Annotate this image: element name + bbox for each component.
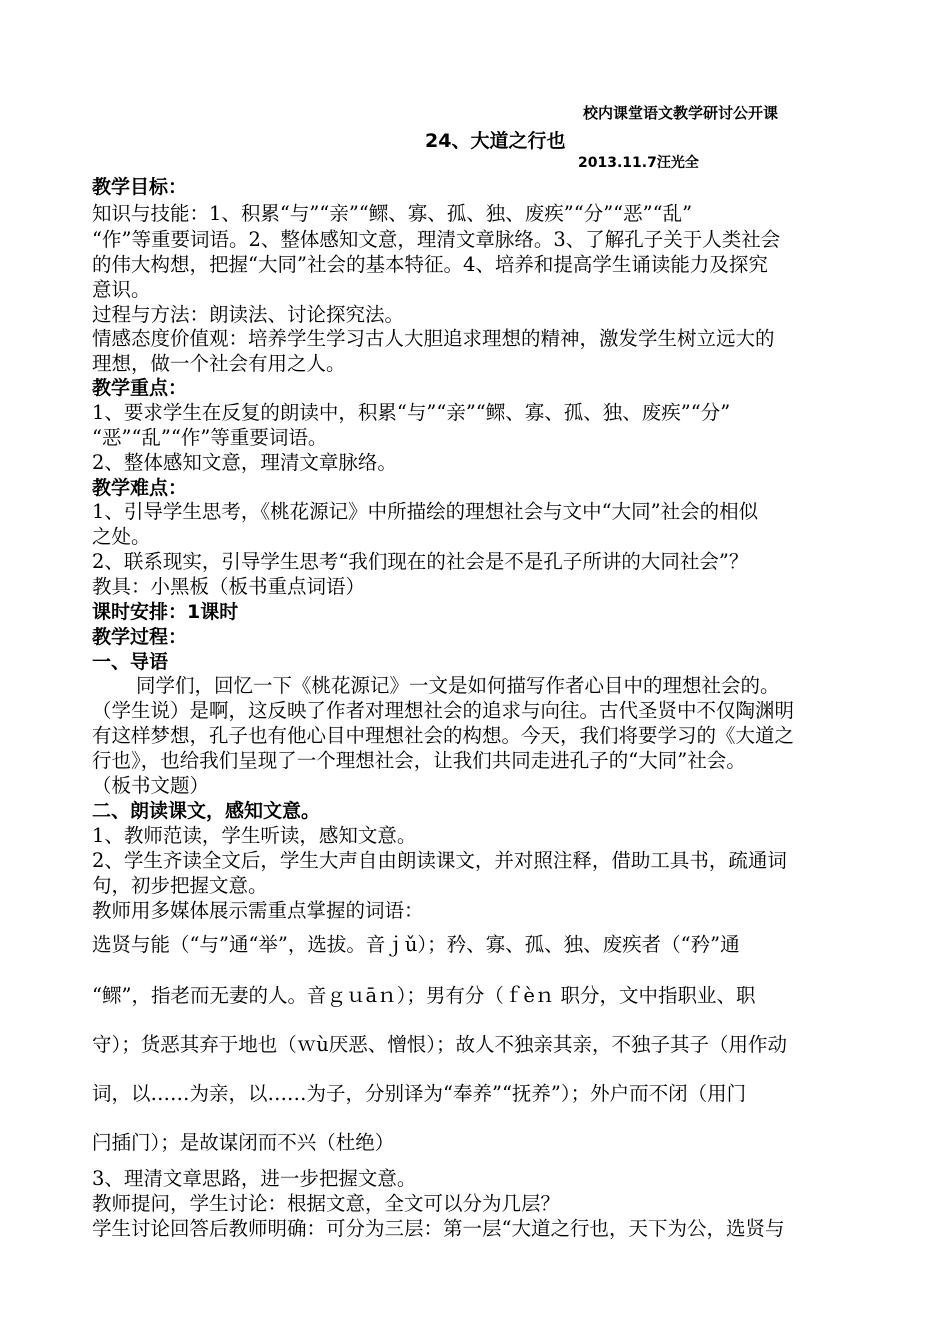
text-line: 有这样梦想，孔子也有他心目中理想社会的构想。今天，我们将要学习的《大道之 bbox=[92, 724, 795, 747]
text-line: 1、要求学生在反复的朗读中，积累“与”“亲”“鳏、寡、孤、独、废疾”“分” bbox=[92, 401, 731, 424]
text-line: 1、引导学生思考，《桃花源记》中所描绘的理想社会与文中“大同”社会的相似 bbox=[92, 500, 759, 523]
vocab-line: 选贤与能（“与”通“举”，选拔。音ｊǔ）；矜、寡、孤、独、废疾者（“矜”通 bbox=[92, 933, 740, 956]
text-line: 过程与方法：朗读法、讨论探究法。 bbox=[92, 303, 405, 326]
vocab-line: “鳏”，指老而无妻的人。音ｇｕāｎ）；男有分（ｆèｎ 职分，文中指职业、职 bbox=[92, 984, 756, 1007]
vocab-line: 闩插门）；是故谋闭而不兴（杜绝） bbox=[92, 1131, 395, 1154]
text-line: 2、学生齐读全文后，学生大声自由朗读课文，并对照注释，借助工具书，疏通词 bbox=[92, 849, 787, 872]
text-line: “作”等重要词语。2、整体感知文意，理清文章脉络。3、了解孔子关于人类社会 bbox=[92, 228, 781, 251]
text-line: 行也》，也给我们呈现了一个理想社会，让我们共同走进孔子的“大同”社会。 bbox=[92, 749, 746, 772]
vocab-line: 守）；货恶其弃于地也（ｗù厌恶、憎恨）；故人不独亲其亲，不独子其子（用作动 bbox=[92, 1033, 788, 1056]
text-line: 2、整体感知文意，理清文章脉络。 bbox=[92, 451, 397, 474]
date-author: 2013.11.7汪光全 bbox=[578, 155, 699, 171]
text-line: 教具：小黑板（板书重点词语） bbox=[92, 575, 366, 598]
heading-difficulties: 教学难点： bbox=[92, 477, 188, 499]
vocab-line: 词，以……为亲，以……为子，分别译为“奉养”“抚养”）；外户而不闭（用门 bbox=[92, 1082, 747, 1105]
text-line: （学生说）是啊，这反映了作者对理想社会的追求与向往。古代圣贤中不仅陶渊明 bbox=[92, 699, 795, 722]
lesson-title: 24、大道之行也 bbox=[425, 130, 566, 152]
heading-process: 教学过程： bbox=[92, 626, 188, 648]
text-line: 教师用多媒体展示需重点掌握的词语： bbox=[92, 899, 424, 922]
heading-teaching-goals: 教学目标： bbox=[92, 176, 188, 198]
text-line: 学生讨论回答后教师明确：可分为三层：第一层“大道之行也，天下为公，选贤与 bbox=[92, 1217, 785, 1240]
text-line: 教师提问，学生讨论：根据文意，全文可以分为几层？ bbox=[92, 1192, 561, 1215]
text-line: 意识。 bbox=[92, 278, 151, 301]
text-line: 情感态度价值观：培养学生学习古人大胆追求理想的精神，激发学生树立远大的 bbox=[92, 327, 775, 350]
text-line: 的伟大构想，把握“大同”社会的基本特征。4、培养和提高学生诵读能力及探究 bbox=[92, 253, 768, 276]
text-line: “恶”“乱”“作”等重要词语。 bbox=[92, 426, 328, 449]
text-line: 知识与技能：1、积累“与”“亲”“鳏、寡、孤、独、废疾”“分”“恶”“乱” bbox=[92, 202, 693, 225]
heading-key-points: 教学重点： bbox=[92, 377, 188, 399]
text-line: 句，初步把握文意。 bbox=[92, 874, 268, 897]
text-line: 同学们，回忆一下《桃花源记》一文是如何描写作者心目中的理想社会的。 bbox=[136, 674, 780, 697]
heading-schedule: 课时安排：1课时 bbox=[92, 601, 239, 623]
text-line: 理想，做一个社会有用之人。 bbox=[92, 352, 346, 375]
heading-intro: 一、导语 bbox=[92, 651, 169, 673]
text-line: 3、理清文章思路，进一步把握文意。 bbox=[92, 1167, 417, 1190]
header-top-title: 校内课堂语文教学研讨公开课 bbox=[583, 104, 779, 122]
text-line: （板书文题） bbox=[92, 774, 210, 797]
text-line: 之处。 bbox=[92, 525, 151, 548]
text-line: 2、联系现实，引导学生思考“我们现在的社会是不是孔子所讲的大同社会”？ bbox=[92, 550, 749, 573]
heading-reading: 二、朗读课文，感知文意。 bbox=[92, 800, 321, 822]
text-line: 1、教师范读，学生听读，感知文意。 bbox=[92, 824, 417, 847]
